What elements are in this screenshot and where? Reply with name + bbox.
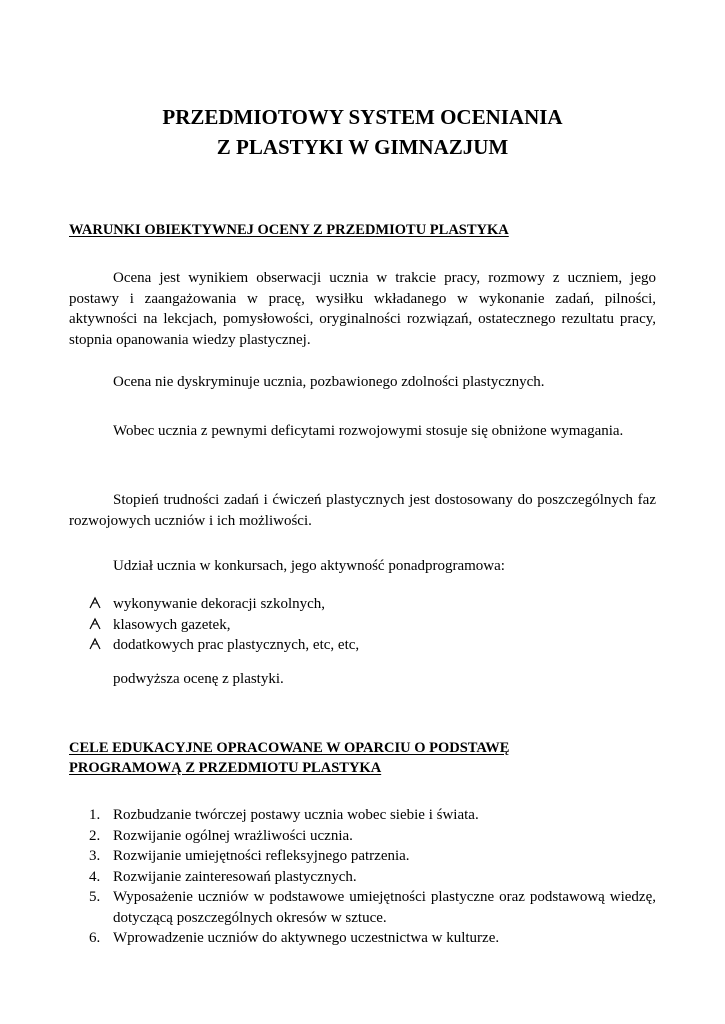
item-number: 5.: [89, 889, 101, 905]
educational-goals-list: [0, 805, 656, 949]
pen-nib-icon: [88, 617, 102, 631]
closing-sentence: podwyższa ocenę z plastyki.: [113, 671, 284, 687]
bullet-text: klasowych gazetek,: [113, 616, 231, 633]
item-number: 4.: [89, 868, 101, 885]
paragraph-competitions: Udział ucznia w konkursach, jego aktywność ponadprogramowa:: [113, 558, 505, 574]
item-text: Wyposażenie uczniów w podstawowe umiejętności plastyczne oraz podstawową wiedzę, dotyczącą poszczególnych okresów w sztuce.: [113, 889, 656, 926]
paragraph-reduced-requirements: Wobec ucznia z pewnymi deficytami rozwojowymi stosuje się obniżone wymagania.: [113, 423, 624, 439]
item-text: Wprowadzenie uczniów do aktywnego uczestnictwa w kulturze.: [113, 930, 500, 946]
pen-nib-icon: [88, 637, 102, 651]
item-number: 6.: [89, 930, 101, 946]
section-1-heading: WARUNKI OBIEKTYWNEJ OCENY Z PRZEDMIOTU PLASTYKA: [69, 222, 509, 238]
paragraph-assessment-basis: Ocena jest wynikiem obserwacji ucznia w trakcie pracy, rozmowy z uczniem, jego postawy i zaangażowania w pracę, wysiłku wkładanego w wykonanie zadań, pilności, aktywności na lekcjach, pomysłowości, oryginalności rozwiązań, ostatecznego rezultatu pracy, stopnia opanowania wiedzy plastycznej.: [69, 270, 656, 348]
pen-nib-icon: [88, 596, 102, 610]
item-number: 3.: [89, 848, 101, 864]
list-item: [0, 805, 656, 826]
document-title-line-2: Z PLASTYKI W GIMNAZJUM: [216, 135, 509, 159]
list-item: [0, 846, 656, 867]
item-text: Rozbudzanie twórczej postawy ucznia wobec siebie i świata.: [113, 807, 479, 823]
list-item: [0, 928, 656, 949]
item-number: 1.: [89, 807, 101, 823]
list-item: [0, 887, 656, 928]
section-2-heading-line-2: PROGRAMOWĄ Z PRZEDMIOTU PLASTYKA: [69, 760, 382, 776]
bullet-text: dodatkowych prac plastycznych, etc, etc,: [113, 637, 360, 653]
item-number: 2.: [89, 827, 101, 844]
item-text: Rozwijanie umiejętności refleksyjnego patrzenia.: [113, 848, 410, 864]
item-text: Rozwijanie ogólnej wrażliwości ucznia.: [113, 827, 353, 844]
document-title-line-1: PRZEDMIOTOWY SYSTEM OCENIANIA: [162, 105, 563, 129]
section-2-heading-line-1: CELE EDUKACYJNE OPRACOWANE W OPARCIU O PODSTAWĘ: [69, 740, 510, 756]
paragraph-no-discrimination: Ocena nie dyskryminuje ucznia, pozbawionego zdolności plastycznych.: [113, 374, 545, 390]
list-item: [0, 867, 656, 888]
item-text: Rozwijanie zainteresowań plastycznych.: [113, 868, 357, 885]
paragraph-difficulty-level: Stopień trudności zadań i ćwiczeń plastycznych jest dostosowany do poszczególnych faz rozwojowych uczniów i ich możliwości.: [69, 492, 656, 529]
list-item: [0, 826, 656, 847]
bullet-text: wykonywanie dekoracji szkolnych,: [113, 596, 326, 612]
